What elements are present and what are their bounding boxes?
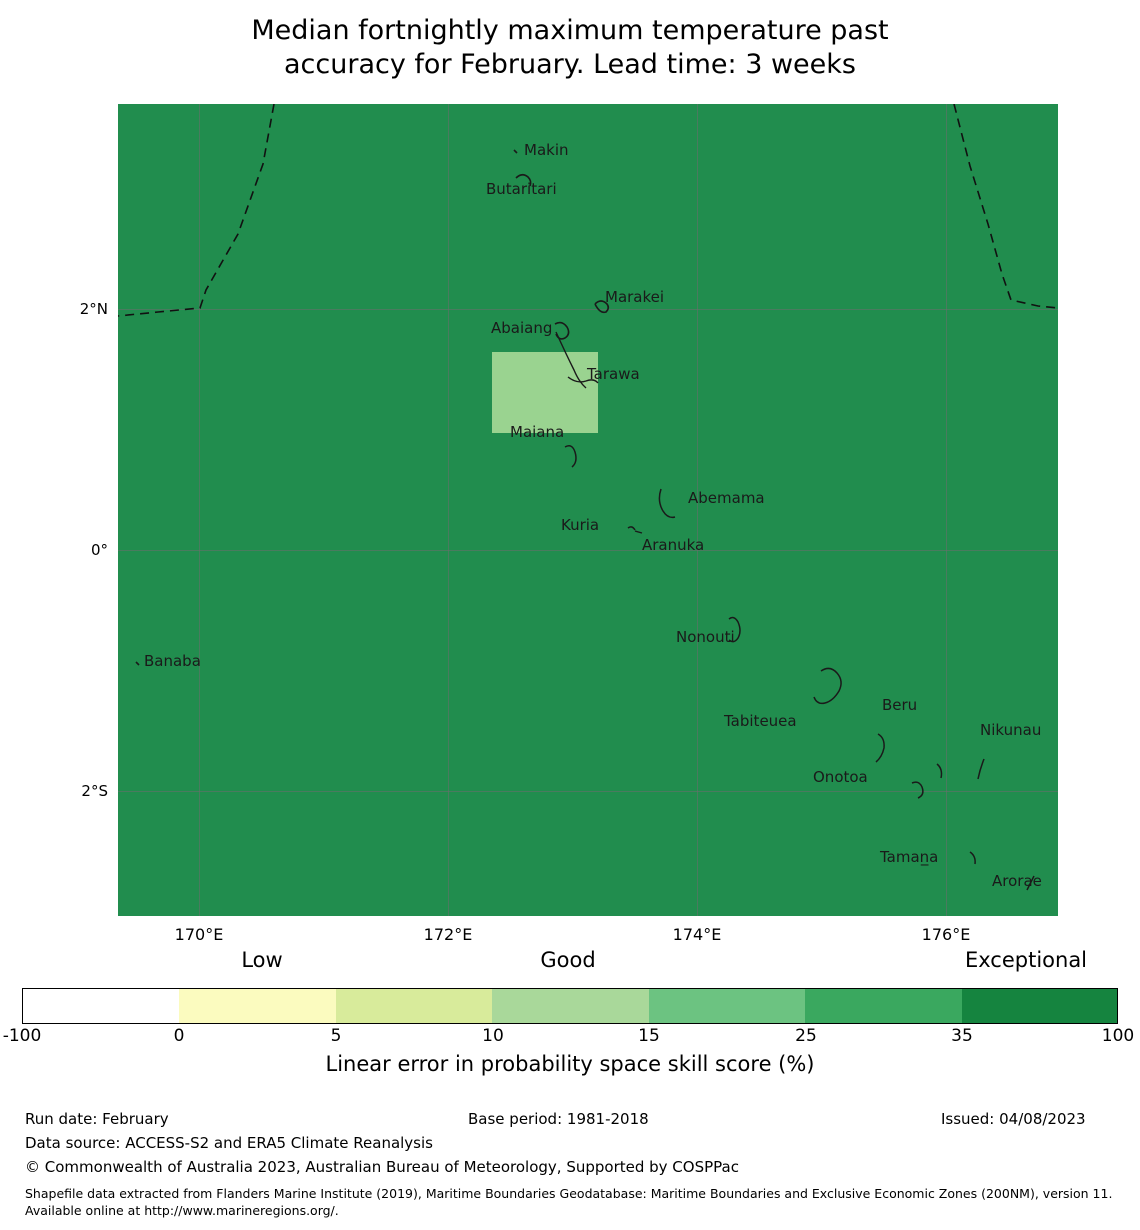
island-label-nikunau: Nikunau	[980, 721, 1042, 739]
footer-shapefile-note: Shapefile data extracted from Flanders Marine Institute (2019), Maritime Boundaries Geodatabase: Maritime Boundaries and Exclusive Economic Zones (200NM), version 11. Available online at http://www.marineregions.org/.	[25, 1186, 1113, 1218]
gridline-horizontal-2n	[118, 309, 1058, 310]
gridline-vertical-170e	[199, 104, 200, 916]
gridline-horizontal-0	[118, 550, 1058, 551]
island-label-onotoa: Onotoa	[813, 768, 868, 786]
island-label-kuria: Kuria	[561, 516, 600, 534]
category-label-exceptional: Exceptional	[964, 948, 1088, 972]
ytick-label-2n: 2°N	[79, 300, 108, 318]
colorbar-tick-15: 15	[638, 1026, 660, 1046]
footer-data-source: Data source: ACCESS-S2 and ERA5 Climate Reanalysis	[25, 1134, 433, 1152]
colorbar-tick--100: -100	[2, 1026, 42, 1046]
footer-copyright: © Commonwealth of Australia 2023, Australian Bureau of Meteorology, Supported by COSPPac	[25, 1158, 739, 1176]
eez-boundary-and-coastlines	[118, 104, 1058, 916]
island-label-tamana: Taman̲a	[880, 848, 939, 866]
map-canvas[interactable]	[118, 104, 1058, 916]
island-label-arorae: Arorae	[992, 872, 1042, 890]
category-label-low: Low	[241, 948, 283, 972]
colorbar[interactable]	[22, 988, 1118, 1024]
gridline-horizontal-2s	[118, 791, 1058, 792]
colorbar-segment-2	[179, 989, 335, 1023]
island-label-nonouti: Nonouti	[676, 628, 735, 646]
island-label-butaritari: Butaritari	[486, 180, 557, 198]
colorbar-segment-5	[649, 989, 805, 1023]
island-label-abaiang: Abaiang	[491, 319, 553, 337]
colorbar-tick-0: 0	[173, 1026, 185, 1046]
colorbar-tick-100: 100	[1101, 1026, 1135, 1046]
gridline-vertical-174e	[697, 104, 698, 916]
page-title	[0, 0, 1140, 82]
colorbar-segment-7	[962, 989, 1117, 1023]
title-line-1: Median fortnightly maximum temperature past	[251, 15, 889, 46]
colorbar-segment-6	[805, 989, 961, 1023]
colorbar-tick-25: 25	[795, 1026, 817, 1046]
island-label-tarawa: Tarawa	[587, 365, 640, 383]
ytick-label-0: 0°	[90, 541, 108, 559]
title-line-2: accuracy for February. Lead time: 3 weeks	[284, 49, 856, 80]
island-label-tabiteuea: Tabiteuea	[724, 712, 797, 730]
colorbar-segment-1	[23, 989, 179, 1023]
xtick-label-170e: 170°E	[174, 925, 224, 944]
footer-base-period: Base period: 1981-2018	[468, 1110, 649, 1128]
colorbar-segment-3	[336, 989, 492, 1023]
island-label-beru: Beru	[882, 696, 918, 714]
ytick-label-2s: 2°S	[81, 782, 108, 800]
gridline-vertical-172e	[448, 104, 449, 916]
xtick-label-174e: 174°E	[672, 925, 722, 944]
island-label-marakei: Marakei	[605, 288, 665, 306]
gridline-vertical-176e	[946, 104, 947, 916]
colorbar-segment-4	[492, 989, 648, 1023]
heatmap-cell-tarawa	[492, 352, 598, 433]
island-label-abemama: Abemama	[688, 489, 765, 507]
xtick-label-172e: 172°E	[423, 925, 473, 944]
island-label-banaba: Banaba	[144, 652, 201, 670]
colorbar-tick-10: 10	[482, 1026, 504, 1046]
island-label-aranuka: Aranuka	[642, 536, 705, 554]
island-label-makin: Makin	[524, 141, 569, 159]
colorbar-tick-5: 5	[330, 1026, 342, 1046]
category-label-good: Good	[540, 948, 596, 972]
colorbar-tick-35: 35	[951, 1026, 973, 1046]
footer-run-date: Run date: February	[25, 1110, 169, 1128]
footer	[0, 1108, 1140, 1180]
footer-issued: Issued: 04/08/2023	[941, 1110, 1086, 1128]
island-label-maiana: Maiana	[510, 423, 565, 441]
colorbar-axis-title: Linear error in probability space skill score (%)	[325, 1052, 815, 1076]
xtick-label-176e: 176°E	[921, 925, 971, 944]
colorbar-category-labels	[0, 948, 1140, 978]
